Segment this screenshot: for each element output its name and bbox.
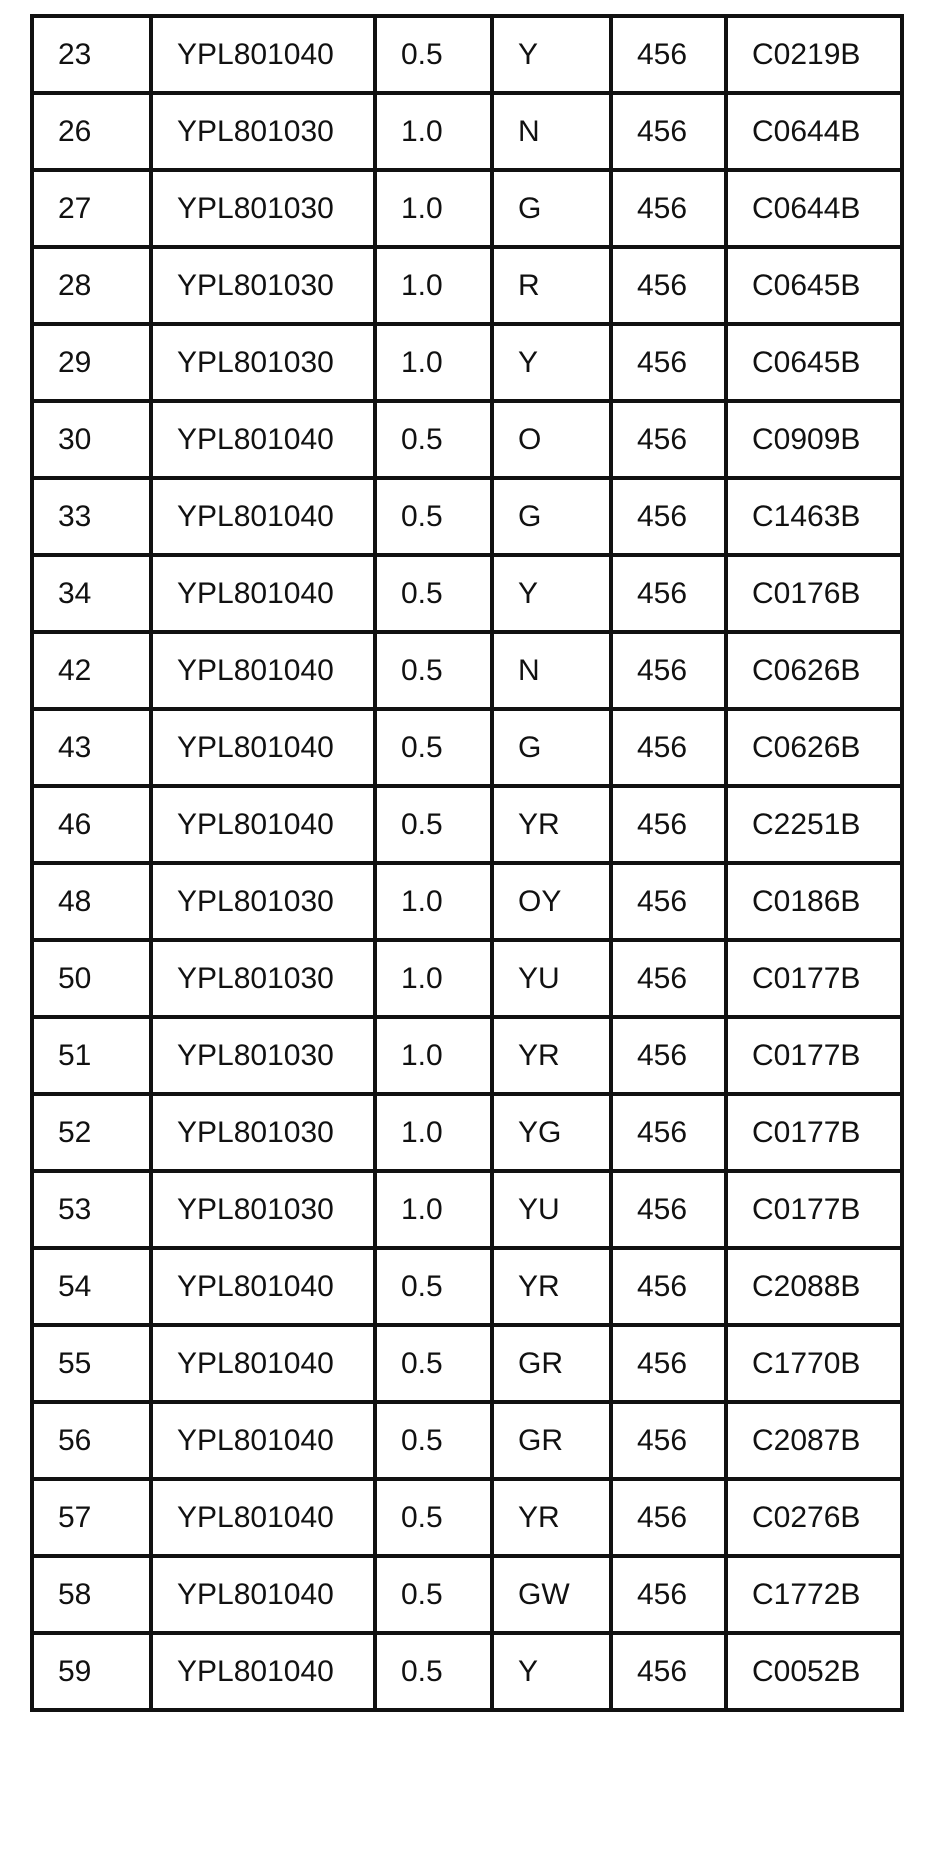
catalog-code-cell: C1770B: [726, 1325, 902, 1402]
value-cell: 0.5: [375, 478, 492, 555]
part-code-cell: YPL801030: [151, 170, 375, 247]
number-cell: 456: [611, 401, 726, 478]
part-code-cell: YPL801040: [151, 632, 375, 709]
table-row: [32, 555, 902, 632]
value-cell: 1.0: [375, 940, 492, 1017]
table-row: [32, 93, 902, 170]
number-cell: 456: [611, 1017, 726, 1094]
table-row: [32, 786, 902, 863]
table-row: [32, 1094, 902, 1171]
number-cell: 456: [611, 1633, 726, 1710]
color-code-cell: GR: [492, 1325, 611, 1402]
color-code-cell: Y: [492, 324, 611, 401]
row-number-cell: 53: [32, 1171, 151, 1248]
color-code-cell: YU: [492, 1171, 611, 1248]
value-cell: 1.0: [375, 170, 492, 247]
number-cell: 456: [611, 16, 726, 93]
color-code-cell: N: [492, 93, 611, 170]
part-code-cell: YPL801030: [151, 863, 375, 940]
number-cell: 456: [611, 324, 726, 401]
color-code-cell: G: [492, 709, 611, 786]
catalog-code-cell: C0177B: [726, 1017, 902, 1094]
catalog-code-cell: C0186B: [726, 863, 902, 940]
catalog-code-cell: C0645B: [726, 247, 902, 324]
color-code-cell: YR: [492, 786, 611, 863]
table-row: [32, 478, 902, 555]
color-code-cell: GR: [492, 1402, 611, 1479]
catalog-code-cell: C0626B: [726, 709, 902, 786]
value-cell: 0.5: [375, 1633, 492, 1710]
catalog-code-cell: C0176B: [726, 555, 902, 632]
part-code-cell: YPL801030: [151, 1017, 375, 1094]
color-code-cell: N: [492, 632, 611, 709]
row-number-cell: 43: [32, 709, 151, 786]
row-number-cell: 55: [32, 1325, 151, 1402]
row-number-cell: 46: [32, 786, 151, 863]
number-cell: 456: [611, 170, 726, 247]
color-code-cell: YR: [492, 1248, 611, 1325]
value-cell: 0.5: [375, 786, 492, 863]
table-row: [32, 1325, 902, 1402]
table-body: [32, 16, 902, 1710]
part-code-cell: YPL801040: [151, 1402, 375, 1479]
color-code-cell: Y: [492, 555, 611, 632]
part-code-cell: YPL801040: [151, 1325, 375, 1402]
part-code-cell: YPL801030: [151, 324, 375, 401]
part-code-cell: YPL801030: [151, 940, 375, 1017]
row-number-cell: 54: [32, 1248, 151, 1325]
part-code-cell: YPL801040: [151, 16, 375, 93]
row-number-cell: 42: [32, 632, 151, 709]
number-cell: 456: [611, 1325, 726, 1402]
number-cell: 456: [611, 1556, 726, 1633]
color-code-cell: YR: [492, 1017, 611, 1094]
number-cell: 456: [611, 1479, 726, 1556]
value-cell: 0.5: [375, 1402, 492, 1479]
catalog-code-cell: C0626B: [726, 632, 902, 709]
catalog-code-cell: C0219B: [726, 16, 902, 93]
row-number-cell: 59: [32, 1633, 151, 1710]
table-row: [32, 1633, 902, 1710]
catalog-code-cell: C0177B: [726, 1171, 902, 1248]
part-code-cell: YPL801030: [151, 1094, 375, 1171]
number-cell: 456: [611, 863, 726, 940]
row-number-cell: 23: [32, 16, 151, 93]
part-code-cell: YPL801040: [151, 1248, 375, 1325]
table-row: [32, 1556, 902, 1633]
value-cell: 0.5: [375, 1248, 492, 1325]
row-number-cell: 51: [32, 1017, 151, 1094]
table-row: [32, 1248, 902, 1325]
number-cell: 456: [611, 1094, 726, 1171]
color-code-cell: G: [492, 170, 611, 247]
table-row: [32, 170, 902, 247]
color-code-cell: YR: [492, 1479, 611, 1556]
table-row: [32, 324, 902, 401]
catalog-code-cell: C2251B: [726, 786, 902, 863]
color-code-cell: GW: [492, 1556, 611, 1633]
color-code-cell: O: [492, 401, 611, 478]
catalog-code-cell: C0177B: [726, 1094, 902, 1171]
value-cell: 1.0: [375, 1017, 492, 1094]
color-code-cell: R: [492, 247, 611, 324]
number-cell: 456: [611, 555, 726, 632]
part-code-cell: YPL801040: [151, 786, 375, 863]
color-code-cell: Y: [492, 16, 611, 93]
catalog-code-cell: C1463B: [726, 478, 902, 555]
color-code-cell: G: [492, 478, 611, 555]
row-number-cell: 56: [32, 1402, 151, 1479]
table-row: [32, 1171, 902, 1248]
catalog-code-cell: C0909B: [726, 401, 902, 478]
color-code-cell: YU: [492, 940, 611, 1017]
value-cell: 1.0: [375, 1094, 492, 1171]
data-table: [30, 14, 904, 1712]
row-number-cell: 29: [32, 324, 151, 401]
table-row: [32, 709, 902, 786]
value-cell: 0.5: [375, 16, 492, 93]
catalog-code-cell: C0644B: [726, 170, 902, 247]
catalog-code-cell: C0644B: [726, 93, 902, 170]
row-number-cell: 27: [32, 170, 151, 247]
row-number-cell: 30: [32, 401, 151, 478]
number-cell: 456: [611, 93, 726, 170]
number-cell: 456: [611, 632, 726, 709]
row-number-cell: 58: [32, 1556, 151, 1633]
row-number-cell: 26: [32, 93, 151, 170]
value-cell: 0.5: [375, 1556, 492, 1633]
table-row: [32, 863, 902, 940]
number-cell: 456: [611, 940, 726, 1017]
color-code-cell: Y: [492, 1633, 611, 1710]
row-number-cell: 34: [32, 555, 151, 632]
color-code-cell: OY: [492, 863, 611, 940]
table-row: [32, 16, 902, 93]
table-row: [32, 401, 902, 478]
value-cell: 1.0: [375, 247, 492, 324]
row-number-cell: 50: [32, 940, 151, 1017]
part-code-cell: YPL801040: [151, 555, 375, 632]
number-cell: 456: [611, 247, 726, 324]
table-row: [32, 940, 902, 1017]
value-cell: 0.5: [375, 401, 492, 478]
part-code-cell: YPL801040: [151, 1479, 375, 1556]
part-code-cell: YPL801040: [151, 1556, 375, 1633]
value-cell: 1.0: [375, 863, 492, 940]
part-code-cell: YPL801030: [151, 247, 375, 324]
table-row: [32, 632, 902, 709]
catalog-code-cell: C2088B: [726, 1248, 902, 1325]
part-code-cell: YPL801030: [151, 93, 375, 170]
number-cell: 456: [611, 1248, 726, 1325]
catalog-code-cell: C1772B: [726, 1556, 902, 1633]
number-cell: 456: [611, 1402, 726, 1479]
part-code-cell: YPL801040: [151, 478, 375, 555]
table-row: [32, 1479, 902, 1556]
value-cell: 0.5: [375, 709, 492, 786]
number-cell: 456: [611, 786, 726, 863]
value-cell: 1.0: [375, 324, 492, 401]
value-cell: 0.5: [375, 1325, 492, 1402]
value-cell: 0.5: [375, 632, 492, 709]
row-number-cell: 52: [32, 1094, 151, 1171]
row-number-cell: 28: [32, 247, 151, 324]
catalog-code-cell: C0052B: [726, 1633, 902, 1710]
value-cell: 1.0: [375, 93, 492, 170]
value-cell: 0.5: [375, 555, 492, 632]
row-number-cell: 33: [32, 478, 151, 555]
catalog-code-cell: C0177B: [726, 940, 902, 1017]
catalog-code-cell: C2087B: [726, 1402, 902, 1479]
row-number-cell: 48: [32, 863, 151, 940]
part-code-cell: YPL801040: [151, 1633, 375, 1710]
part-code-cell: YPL801040: [151, 709, 375, 786]
table-row: [32, 247, 902, 324]
table-row: [32, 1402, 902, 1479]
value-cell: 0.5: [375, 1479, 492, 1556]
catalog-code-cell: C0645B: [726, 324, 902, 401]
part-code-cell: YPL801030: [151, 1171, 375, 1248]
number-cell: 456: [611, 709, 726, 786]
number-cell: 456: [611, 1171, 726, 1248]
color-code-cell: YG: [492, 1094, 611, 1171]
row-number-cell: 57: [32, 1479, 151, 1556]
catalog-code-cell: C0276B: [726, 1479, 902, 1556]
part-code-cell: YPL801040: [151, 401, 375, 478]
number-cell: 456: [611, 478, 726, 555]
value-cell: 1.0: [375, 1171, 492, 1248]
table-row: [32, 1017, 902, 1094]
